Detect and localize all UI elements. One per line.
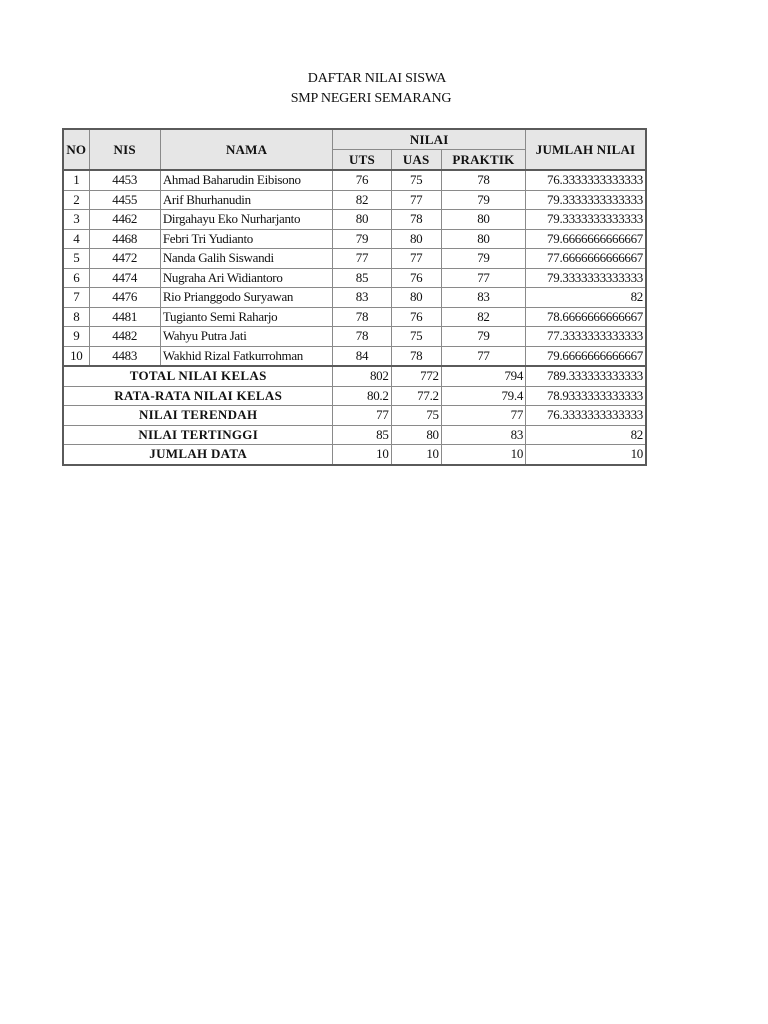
cell-jumlah: 82	[526, 288, 646, 308]
summary-jumlah: 82	[526, 425, 646, 445]
cell-uts: 78	[333, 327, 391, 347]
header-nama: NAMA	[160, 129, 333, 170]
cell-uas: 76	[391, 268, 441, 288]
cell-no: 3	[63, 210, 89, 230]
cell-praktik: 79	[441, 327, 525, 347]
title-line-2: SMP NEGERI SEMARANG	[290, 91, 452, 106]
table-row	[63, 170, 646, 190]
cell-nama: Febri Tri Yudianto	[160, 229, 333, 249]
table-row	[63, 307, 646, 327]
header-praktik: PRAKTIK	[441, 150, 525, 171]
summary-praktik: 77	[441, 406, 525, 426]
cell-jumlah: 78.6666666666667	[526, 307, 646, 327]
header-uts: UTS	[333, 150, 391, 171]
cell-nis: 4462	[89, 210, 160, 230]
cell-uts: 80	[333, 210, 391, 230]
cell-nis: 4472	[89, 249, 160, 269]
cell-uts: 79	[333, 229, 391, 249]
cell-nis: 4483	[89, 346, 160, 366]
cell-no: 7	[63, 288, 89, 308]
cell-uas: 77	[391, 249, 441, 269]
summary-uts: 10	[333, 445, 391, 465]
table-row	[63, 327, 646, 347]
summary-label: NILAI TERENDAH	[63, 406, 333, 426]
cell-nis: 4455	[89, 190, 160, 210]
cell-nis: 4474	[89, 268, 160, 288]
header-nilai: NILAI	[333, 129, 526, 150]
cell-jumlah: 79.6666666666667	[526, 229, 646, 249]
cell-uts: 85	[333, 268, 391, 288]
cell-uas: 78	[391, 210, 441, 230]
summary-row-min	[63, 406, 646, 426]
cell-uas: 80	[391, 229, 441, 249]
cell-no: 4	[63, 229, 89, 249]
summary-uts: 85	[333, 425, 391, 445]
grades-table	[62, 128, 647, 466]
cell-praktik: 77	[441, 346, 525, 366]
summary-label: TOTAL NILAI KELAS	[63, 366, 333, 386]
cell-nama: Nugraha Ari Widiantoro	[160, 268, 333, 288]
cell-uas: 75	[391, 327, 441, 347]
header-uas: UAS	[391, 150, 441, 171]
cell-uts: 83	[333, 288, 391, 308]
cell-jumlah: 76.3333333333333	[526, 170, 646, 190]
cell-jumlah: 79.3333333333333	[526, 210, 646, 230]
summary-row-max	[63, 425, 646, 445]
summary-jumlah: 789.333333333333	[526, 366, 646, 386]
cell-nama: Tugianto Semi Raharjo	[160, 307, 333, 327]
table-row	[63, 229, 646, 249]
cell-nama: Wakhid Rizal Fatkurrohman	[160, 346, 333, 366]
table-row	[63, 190, 646, 210]
table-row	[63, 268, 646, 288]
cell-uas: 80	[391, 288, 441, 308]
summary-row-count	[63, 445, 646, 465]
summary-label: NILAI TERTINGGI	[63, 425, 333, 445]
summary-praktik: 794	[441, 366, 525, 386]
cell-uas: 76	[391, 307, 441, 327]
cell-no: 2	[63, 190, 89, 210]
summary-row-total	[63, 366, 646, 386]
summary-jumlah: 10	[526, 445, 646, 465]
summary-label: RATA-RATA NILAI KELAS	[63, 386, 333, 406]
cell-nis: 4468	[89, 229, 160, 249]
cell-jumlah: 79.6666666666667	[526, 346, 646, 366]
cell-uts: 78	[333, 307, 391, 327]
cell-jumlah: 77.3333333333333	[526, 327, 646, 347]
summary-uas: 80	[391, 425, 441, 445]
cell-jumlah: 79.3333333333333	[526, 190, 646, 210]
summary-label: JUMLAH DATA	[63, 445, 333, 465]
summary-jumlah: 78.9333333333333	[526, 386, 646, 406]
cell-jumlah: 79.3333333333333	[526, 268, 646, 288]
summary-jumlah: 76.3333333333333	[526, 406, 646, 426]
cell-uas: 77	[391, 190, 441, 210]
summary-uas: 10	[391, 445, 441, 465]
summary-uts: 802	[333, 366, 391, 386]
cell-uts: 82	[333, 190, 391, 210]
cell-nis: 4481	[89, 307, 160, 327]
summary-uts: 77	[333, 406, 391, 426]
cell-nis: 4453	[89, 170, 160, 190]
cell-no: 8	[63, 307, 89, 327]
summary-uas: 77.2	[391, 386, 441, 406]
cell-nama: Rio Prianggodo Suryawan	[160, 288, 333, 308]
table-row	[63, 288, 646, 308]
cell-no: 6	[63, 268, 89, 288]
cell-uas: 75	[391, 170, 441, 190]
cell-praktik: 79	[441, 190, 525, 210]
table-row	[63, 249, 646, 269]
summary-uas: 772	[391, 366, 441, 386]
header-no: NO	[63, 129, 89, 170]
cell-nis: 4482	[89, 327, 160, 347]
cell-praktik: 77	[441, 268, 525, 288]
cell-no: 5	[63, 249, 89, 269]
cell-nama: Wahyu Putra Jati	[160, 327, 333, 347]
cell-no: 1	[63, 170, 89, 190]
table-row	[63, 210, 646, 230]
header-nis: NIS	[89, 129, 160, 170]
cell-nama: Arif Bhurhanudin	[160, 190, 333, 210]
cell-jumlah: 77.6666666666667	[526, 249, 646, 269]
cell-no: 9	[63, 327, 89, 347]
title-line-1: DAFTAR NILAI SISWA	[307, 71, 447, 86]
cell-praktik: 80	[441, 229, 525, 249]
summary-uas: 75	[391, 406, 441, 426]
cell-praktik: 80	[441, 210, 525, 230]
summary-praktik: 83	[441, 425, 525, 445]
cell-praktik: 83	[441, 288, 525, 308]
cell-nama: Nanda Galih Siswandi	[160, 249, 333, 269]
summary-praktik: 10	[441, 445, 525, 465]
cell-uas: 78	[391, 346, 441, 366]
cell-nama: Dirgahayu Eko Nurharjanto	[160, 210, 333, 230]
cell-praktik: 79	[441, 249, 525, 269]
cell-uts: 77	[333, 249, 391, 269]
summary-uts: 80.2	[333, 386, 391, 406]
header-jumlah-nilai: JUMLAH NILAI	[526, 129, 646, 170]
document-title	[0, 69, 768, 109]
summary-praktik: 79.4	[441, 386, 525, 406]
cell-no: 10	[63, 346, 89, 366]
cell-uts: 84	[333, 346, 391, 366]
cell-uts: 76	[333, 170, 391, 190]
cell-nama: Ahmad Baharudin Eibisono	[160, 170, 333, 190]
table-row	[63, 346, 646, 366]
cell-nis: 4476	[89, 288, 160, 308]
cell-praktik: 82	[441, 307, 525, 327]
cell-praktik: 78	[441, 170, 525, 190]
summary-row-average	[63, 386, 646, 406]
